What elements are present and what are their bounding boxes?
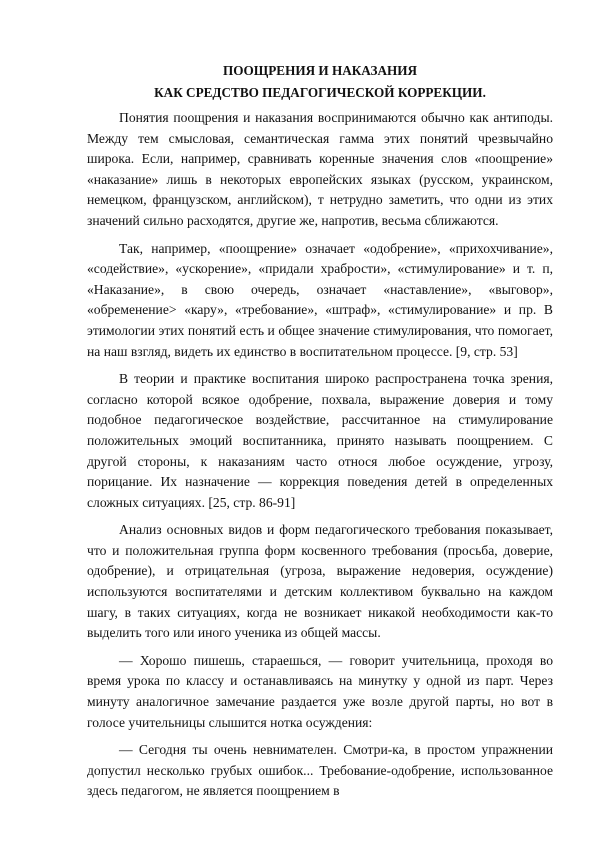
document-page xyxy=(87,60,553,802)
paragraph-3: В теории и практике воспитания широко распространена точка зрения, согласно которой всякое одобрение, похвала, выражение доверия и тому подобное педагогическое воздействие, рассчитанное на стимулирование положительных эмоций воспитанника, принято называть поощрением. С другой стороны, к наказаниям часто относя любое осуждение, угрозу, порицание. Их назначение — коррекция поведения детей в определенных сложных ситуациях. [25, стр. 86-91] xyxy=(87,371,553,510)
paragraph-1: Понятия поощрения и наказания воспринимаются обычно как антиподы. Между тем смысловая, семантическая гамма этих понятий чрезвычайно широка. Если, например, сравнивать коренные значения слов «поощрение» «наказание» лишь в некоторых европейских языках (русском, украинском, немецком, французском, английском), т нетрудно заметить, что одни из этих значений сильно расходятся, другие же, напротив, весьма сближаются. xyxy=(87,110,553,228)
paragraph-4: Анализ основных видов и форм педагогического требования показывает, что и положительная группа форм косвенного требования (просьба, доверие, одобрение), и отрицательная (угроза, выражение недоверия, осуждение) используются воспитателями и детским коллективом буквально на каждом шагу, в таких ситуациях, когда не возникает никакой необходимости как-то выделить того или иного ученика из общей массы. xyxy=(87,522,553,641)
document-title-line1: ПООЩРЕНИЯ И НАКАЗАНИЯ xyxy=(222,63,418,78)
paragraph-2: Так, например, «поощрение» означает «одобрение», «прихохчивание», «содействие», «ускорение», «придали храбрости», «стимулирование» и т. п, «Наказание», в свою очередь, означает «наставление», «выговор», «обременение> «кару», «требование», «штраф», «стимулирование» и пр. В этимологии этих понятий есть и общее значение стимулирования, что помогает, на наш взгляд, видеть их единство в воспитательном процессе. [9, стр. 53] xyxy=(87,240,553,359)
document-title-line2: КАК СРЕДСТВО ПЕДАГОГИЧЕСКОЙ КОРРЕКЦИИ. xyxy=(154,85,486,100)
paragraph-5: — Хорошо пишешь, стараешься, — говорит учительница, проходя во время урока по классу и останавливаясь на минутку у одной из парт. Через минуту аналогичное замечание раздается уже возле другой парты, но вот в голосе учительницы слышится нотка осуждения: xyxy=(87,652,553,730)
paragraph-6: — Сегодня ты очень невнимателен. Смотри-ка, в простом упражнении допустил несколько грубых ошибок... Требование-одобрение, использованное здесь педагогом, не является поощрением в xyxy=(87,742,553,799)
